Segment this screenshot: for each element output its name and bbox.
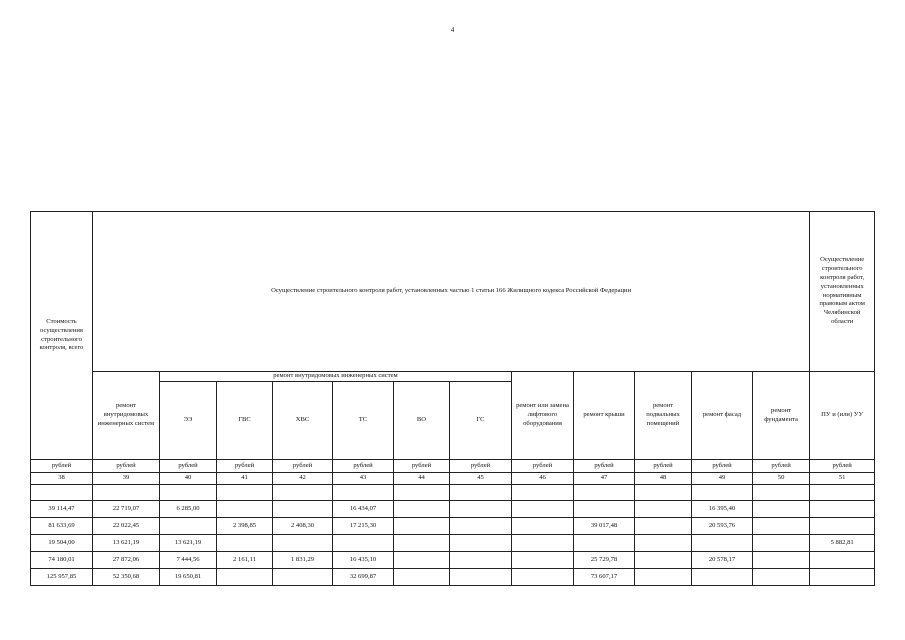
blank-cell-13 <box>810 485 875 501</box>
subheader-4: ТС <box>333 382 394 460</box>
cell-r3-10 <box>635 552 692 569</box>
unit-cell-2: рублей <box>160 460 217 473</box>
subheader-1: ЭЭ <box>160 382 217 460</box>
blank-cell-4 <box>273 485 333 501</box>
cell-r1-0: 81 633,69 <box>31 518 93 535</box>
unit-cell-1: рублей <box>93 460 160 473</box>
cell-r0-2: 6 285,00 <box>160 501 217 518</box>
data-body <box>31 501 875 586</box>
cell-r0-0: 39 114,47 <box>31 501 93 518</box>
blank-cell-0 <box>31 485 93 501</box>
subheader-7: ремонт или замена лифтового оборудования <box>512 372 574 460</box>
cell-r1-1: 22 022,45 <box>93 518 160 535</box>
cell-r0-9 <box>574 501 635 518</box>
cell-r3-0: 74 180,01 <box>31 552 93 569</box>
cell-r4-8 <box>512 569 574 586</box>
column-number-cell-12: 50 <box>753 473 810 485</box>
page-number: 4 <box>450 26 455 34</box>
table-row <box>31 518 875 535</box>
cell-r1-3: 2 398,85 <box>217 518 273 535</box>
cell-r4-10 <box>635 569 692 586</box>
column-number-cell-6: 44 <box>394 473 450 485</box>
blank-cell-9 <box>574 485 635 501</box>
subheader-10: ремонт фасад <box>692 372 753 460</box>
unit-cell-9: рублей <box>574 460 635 473</box>
subheader-12: ПУ и (или) УУ <box>810 372 875 460</box>
cell-r3-13 <box>810 552 875 569</box>
unit-cell-13: рублей <box>810 460 875 473</box>
cell-r2-10 <box>635 535 692 552</box>
construction-control-table <box>30 211 875 586</box>
cell-r3-2: 7 444,56 <box>160 552 217 569</box>
cell-r2-7 <box>450 535 512 552</box>
cell-r0-7 <box>450 501 512 518</box>
blank-cell-3 <box>217 485 273 501</box>
cell-r1-8 <box>512 518 574 535</box>
blank-cell-8 <box>512 485 574 501</box>
unit-cell-11: рублей <box>692 460 753 473</box>
cell-r1-13 <box>810 518 875 535</box>
cell-r0-3 <box>217 501 273 518</box>
cell-r4-2: 19 650,81 <box>160 569 217 586</box>
cell-r2-11 <box>692 535 753 552</box>
cell-r0-1: 22 719,07 <box>93 501 160 518</box>
column-number-cell-5: 43 <box>333 473 394 485</box>
column-number-cell-9: 47 <box>574 473 635 485</box>
blank-cell-5 <box>333 485 394 501</box>
blank-cell-12 <box>753 485 810 501</box>
cell-r2-3 <box>217 535 273 552</box>
table-row <box>31 501 875 518</box>
cell-r1-2 <box>160 518 217 535</box>
cell-r1-5: 17 215,30 <box>333 518 394 535</box>
cell-r4-6 <box>394 569 450 586</box>
cell-r1-12 <box>753 518 810 535</box>
column-number-cell-13: 51 <box>810 473 875 485</box>
column-numbers-row <box>31 473 875 485</box>
column-number-cell-11: 49 <box>692 473 753 485</box>
cell-r1-11: 20 593,76 <box>692 518 753 535</box>
cell-r2-2: 13 621,19 <box>160 535 217 552</box>
cell-r0-8 <box>512 501 574 518</box>
unit-cell-5: рублей <box>333 460 394 473</box>
cell-r4-5: 32 699,87 <box>333 569 394 586</box>
unit-cell-6: рублей <box>394 460 450 473</box>
blank-cell-2 <box>160 485 217 501</box>
unit-cell-0: рублей <box>31 460 93 473</box>
cell-r2-0: 19 504,00 <box>31 535 93 552</box>
cell-r4-4 <box>273 569 333 586</box>
cell-r3-6 <box>394 552 450 569</box>
subheader-3: ХВС <box>273 382 333 460</box>
unit-cell-4: рублей <box>273 460 333 473</box>
unit-cell-8: рублей <box>512 460 574 473</box>
units-row <box>31 460 875 473</box>
column-number-cell-4: 42 <box>273 473 333 485</box>
subheader-0: ремонт внутридомовых инженерных систем <box>93 372 160 460</box>
table-row <box>31 569 875 586</box>
blank-cell-11 <box>692 485 753 501</box>
cell-r4-1: 52 350,68 <box>93 569 160 586</box>
cell-r2-5 <box>333 535 394 552</box>
column-number-cell-1: 39 <box>93 473 160 485</box>
subheader-2: ГВС <box>217 382 273 460</box>
cell-r0-4 <box>273 501 333 518</box>
cell-r3-8 <box>512 552 574 569</box>
cell-r3-12 <box>753 552 810 569</box>
cell-r2-13: 5 882,81 <box>810 535 875 552</box>
blank-row <box>31 485 875 501</box>
column-number-cell-10: 48 <box>635 473 692 485</box>
cell-r0-10 <box>635 501 692 518</box>
cell-r4-0: 125 957,85 <box>31 569 93 586</box>
cell-r1-6 <box>394 518 450 535</box>
column-number-cell-0: 38 <box>31 473 93 485</box>
cell-r2-6 <box>394 535 450 552</box>
unit-cell-10: рублей <box>635 460 692 473</box>
subheader-11: ремонт фундамента <box>753 372 810 460</box>
subheader-6: ГС <box>450 382 512 460</box>
cell-r3-3: 2 161,11 <box>217 552 273 569</box>
cell-r2-1: 13 621,19 <box>93 535 160 552</box>
cell-r1-4: 2 408,30 <box>273 518 333 535</box>
cell-r3-11: 20 578,17 <box>692 552 753 569</box>
column-number-cell-3: 41 <box>217 473 273 485</box>
cell-r2-9 <box>574 535 635 552</box>
header-total-cost: Стоимость осуществления строительного контроля, всего <box>31 212 93 460</box>
unit-cell-7: рублей <box>450 460 512 473</box>
cell-r4-3 <box>217 569 273 586</box>
cell-r0-5: 16 434,07 <box>333 501 394 518</box>
cell-r3-5: 16 435,10 <box>333 552 394 569</box>
table-row <box>31 552 875 569</box>
column-number-cell-8: 46 <box>512 473 574 485</box>
cell-r3-4: 1 831,29 <box>273 552 333 569</box>
cell-r1-9: 39 017,48 <box>574 518 635 535</box>
cell-r0-13 <box>810 501 875 518</box>
blank-cell-7 <box>450 485 512 501</box>
subheader-9: ремонт подвальных помещений <box>635 372 692 460</box>
cell-r0-11: 16 395,40 <box>692 501 753 518</box>
cell-r0-12 <box>753 501 810 518</box>
cell-r2-12 <box>753 535 810 552</box>
blank-cell-1 <box>93 485 160 501</box>
cell-r4-12 <box>753 569 810 586</box>
header-main-works: Осуществление строительного контроля работ, установленных частью 1 статьи 166 Жилищного кодекса Российской Федерации <box>93 212 810 372</box>
column-number-cell-2: 40 <box>160 473 217 485</box>
cell-r0-6 <box>394 501 450 518</box>
header-regional-works: Осуществление строительного контроля работ, установленных нормативным правовым актом Челябинской области <box>810 212 875 372</box>
blank-cell-10 <box>635 485 692 501</box>
cell-r4-13 <box>810 569 875 586</box>
table-row <box>31 535 875 552</box>
column-number-cell-7: 45 <box>450 473 512 485</box>
cell-r1-7 <box>450 518 512 535</box>
cell-r4-11 <box>692 569 753 586</box>
cell-r3-9: 25 729,78 <box>574 552 635 569</box>
subheader-5: ВО <box>394 382 450 460</box>
unit-cell-12: рублей <box>753 460 810 473</box>
cell-r3-7 <box>450 552 512 569</box>
cell-r2-4 <box>273 535 333 552</box>
blank-cell-6 <box>394 485 450 501</box>
cell-r1-10 <box>635 518 692 535</box>
header-group-systems: ремонт внутридомовых инженерных систем <box>160 372 512 382</box>
subheader-8: ремонт крыши <box>574 372 635 460</box>
cell-r4-9: 73 607,17 <box>574 569 635 586</box>
cell-r2-8 <box>512 535 574 552</box>
cell-r4-7 <box>450 569 512 586</box>
unit-cell-3: рублей <box>217 460 273 473</box>
cell-r3-1: 27 872,06 <box>93 552 160 569</box>
